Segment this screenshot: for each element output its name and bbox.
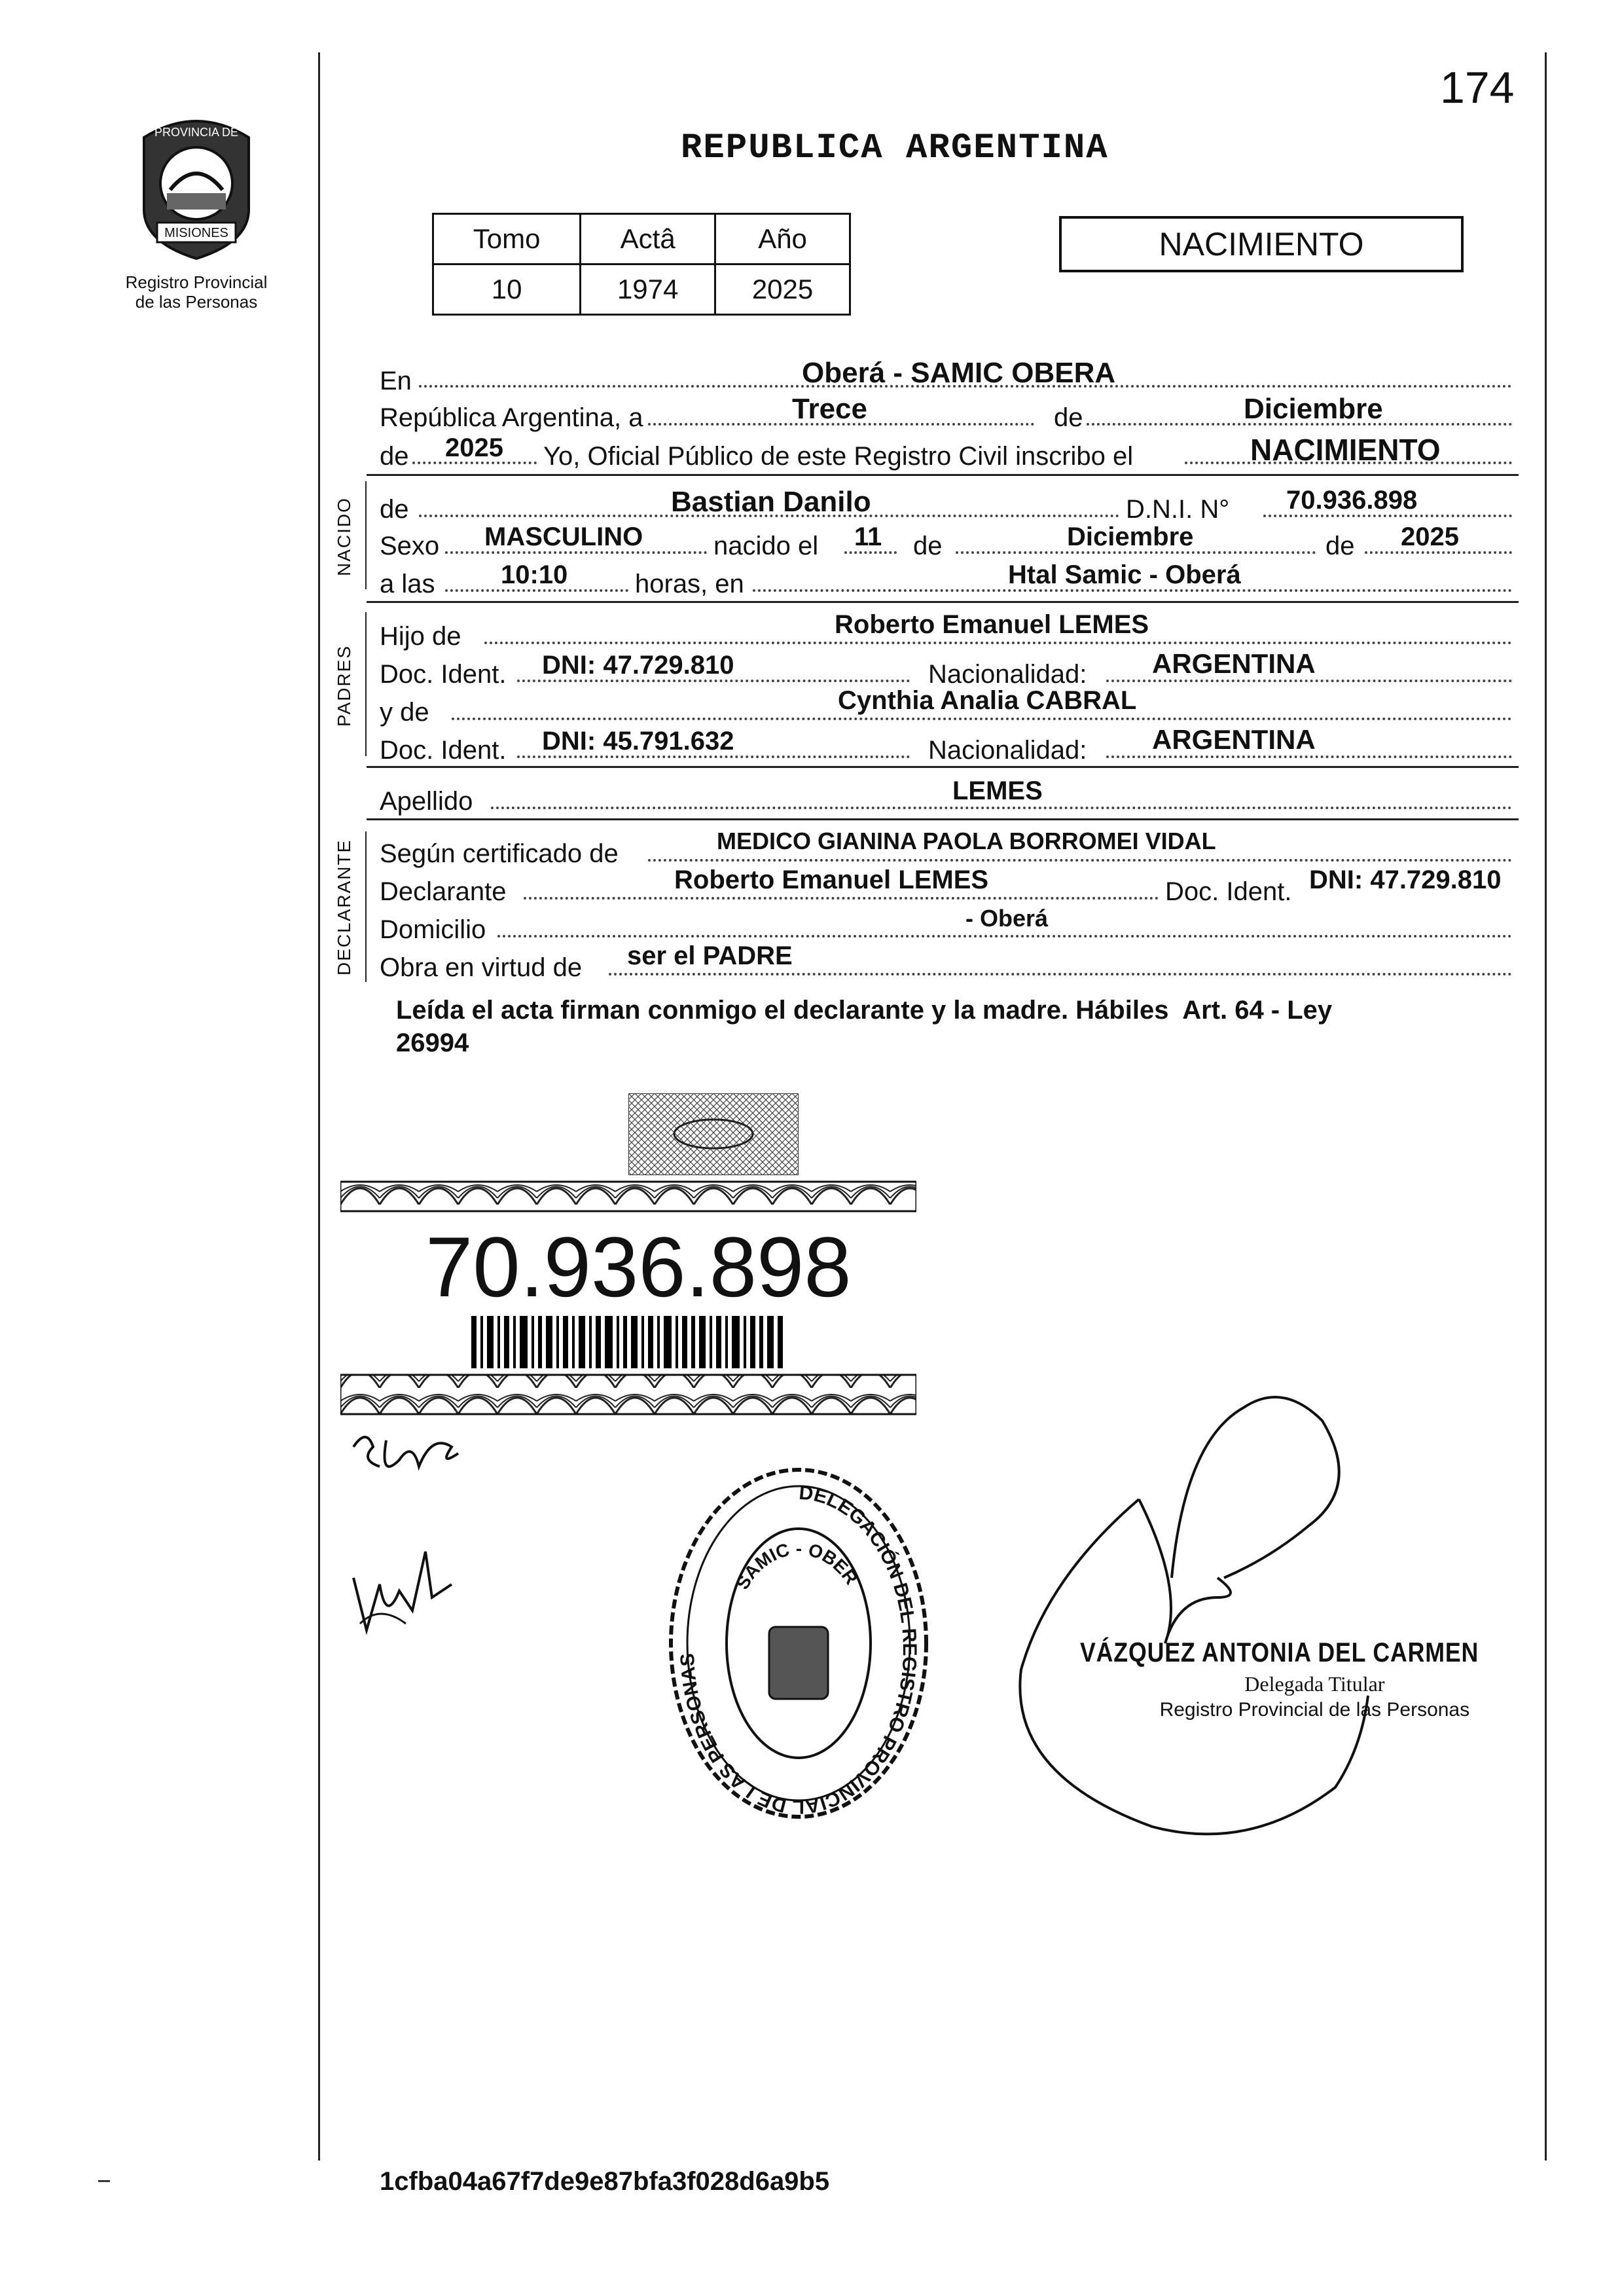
id-sticker bbox=[340, 1178, 916, 1427]
yde-label: y de bbox=[380, 698, 429, 727]
nacido-de-label-2: de bbox=[913, 532, 943, 560]
official-signature-small bbox=[340, 1525, 458, 1643]
domicilio-dots bbox=[497, 935, 1512, 938]
mother-dots bbox=[452, 718, 1512, 720]
logo-bottom-text: MISIONES bbox=[164, 226, 228, 240]
book-table-header-row bbox=[433, 214, 850, 264]
padres-section-label: PADRES bbox=[334, 644, 354, 727]
closing-text bbox=[396, 994, 1332, 1059]
father-nationality: ARGENTINA bbox=[1152, 648, 1316, 679]
declarante-name: Roberto Emanuel LEMES bbox=[674, 866, 989, 894]
nacido-divider bbox=[367, 601, 1519, 603]
apellido-value: LEMES bbox=[952, 776, 1043, 805]
dni-label: D.N.I. N° bbox=[1126, 495, 1230, 524]
en-label: En bbox=[380, 367, 412, 395]
page-number: 174 bbox=[1440, 63, 1515, 113]
cert-label: Según certificado de bbox=[380, 839, 619, 868]
declarante-bracket bbox=[365, 831, 367, 982]
official-stamp bbox=[1080, 1637, 1549, 1721]
seal-outer-text: DELEGACIÓN DEL REGISTRO PROVINCIAL DE LAS PERSONAS bbox=[676, 1482, 920, 1818]
birth-time: 10:10 bbox=[501, 560, 568, 589]
nacido-de-label: de bbox=[380, 495, 409, 524]
registry-name bbox=[98, 272, 295, 312]
republica-label: República Argentina, a bbox=[380, 403, 643, 432]
book-header-tomo: Tomo bbox=[433, 214, 581, 264]
sticker-number: 70.936.898 bbox=[425, 1219, 852, 1315]
child-name: Bastian Danilo bbox=[671, 486, 871, 518]
mother-nationality: ARGENTINA bbox=[1152, 724, 1316, 755]
obra-value: ser el PADRE bbox=[627, 941, 793, 970]
father-doc-label: Doc. Ident. bbox=[380, 660, 507, 689]
horas-label: horas, en bbox=[635, 570, 744, 598]
registry-line-1: Registro Provincial bbox=[125, 272, 268, 292]
official-role: Delegada Titular bbox=[1244, 1672, 1385, 1696]
closing-line-2: 26994 bbox=[396, 1029, 469, 1057]
mother-nat-dots bbox=[1106, 756, 1512, 758]
apellido-label: Apellido bbox=[380, 787, 473, 816]
declarante-doc: DNI: 47.729.810 bbox=[1309, 866, 1502, 894]
de-label-month: de bbox=[1054, 403, 1083, 432]
official-name: VÁZQUEZ ANTONIA DEL CARMEN bbox=[1080, 1637, 1479, 1667]
de-label-year: de bbox=[380, 442, 409, 471]
seal-inner-text: SAMIC - OBER bbox=[732, 1538, 862, 1593]
cert-dots bbox=[648, 859, 1512, 862]
year-value: 2025 bbox=[445, 433, 503, 462]
obra-label: Obra en virtud de bbox=[380, 953, 583, 982]
declarante-doc-label: Doc. Ident. bbox=[1165, 877, 1292, 906]
nacido-de-label-3: de bbox=[1325, 532, 1355, 560]
province-logo bbox=[118, 111, 275, 268]
cert-value: MEDICO GIANINA PAOLA BORROMEI VIDAL bbox=[717, 828, 1216, 854]
birth-month: Diciembre bbox=[1067, 522, 1194, 551]
right-margin-line bbox=[1545, 52, 1547, 2160]
act-word: NACIMIENTO bbox=[1250, 433, 1441, 467]
official-office: Registro Provincial de las Personas bbox=[1159, 1699, 1470, 1721]
act-type-box: NACIMIENTO bbox=[1059, 216, 1464, 272]
sexo-label: Sexo bbox=[380, 532, 440, 560]
declarante-dots bbox=[524, 897, 1159, 900]
mother-name: Cynthia Analia CABRAL bbox=[838, 686, 1137, 715]
official-seal bbox=[661, 1460, 936, 1827]
father-doc: DNI: 47.729.810 bbox=[542, 651, 734, 680]
nacido-el-label: nacido el bbox=[713, 532, 819, 560]
obra-dots bbox=[609, 973, 1512, 975]
registry-line-2: de las Personas bbox=[135, 292, 258, 312]
birth-place: Htal Samic - Oberá bbox=[1008, 560, 1241, 589]
mother-doc-label: Doc. Ident. bbox=[380, 736, 507, 765]
book-value-acta: 1974 bbox=[581, 264, 715, 315]
nacido-bracket bbox=[365, 481, 367, 589]
day-word: Trece bbox=[792, 393, 867, 425]
place-value: Oberá - SAMIC OBERA bbox=[802, 357, 1116, 389]
intro-divider bbox=[367, 474, 1519, 476]
svg-text:SAMIC - OBERA bbox=[661, 1460, 862, 1593]
left-margin-line bbox=[318, 52, 320, 2160]
domicilio-label: Domicilio bbox=[380, 915, 486, 944]
initials-signature bbox=[340, 1427, 471, 1519]
father-nat-label: Nacionalidad: bbox=[928, 660, 1087, 689]
book-header-anio: Año bbox=[715, 214, 850, 264]
mother-doc: DNI: 45.791.632 bbox=[542, 727, 734, 756]
nacido-section-label: NACIDO bbox=[334, 497, 354, 576]
barcode bbox=[471, 1316, 785, 1368]
declarante-section-label: DECLARANTE bbox=[334, 839, 354, 975]
closing-line-1: Leída el acta firman conmigo el declarante y la madre. Hábiles Art. 64 - Ley bbox=[396, 996, 1333, 1025]
declarante-label: Declarante bbox=[380, 877, 507, 906]
father-dots bbox=[484, 642, 1512, 644]
country-title: REPUBLICA ARGENTINA bbox=[681, 128, 1109, 168]
padres-bracket bbox=[365, 612, 367, 756]
apellido-dots bbox=[491, 807, 1512, 809]
book-value-tomo: 10 bbox=[433, 264, 581, 315]
book-header-acta: Actâ bbox=[581, 214, 715, 264]
book-table bbox=[432, 213, 851, 316]
child-dni: 70.936.898 bbox=[1286, 486, 1418, 515]
alas-label: a las bbox=[380, 570, 435, 598]
hijo-label: Hijo de bbox=[380, 622, 461, 651]
footer-mark bbox=[98, 2180, 110, 2182]
hologram-patch bbox=[628, 1093, 799, 1175]
month-value: Diciembre bbox=[1244, 393, 1383, 425]
child-sex: MASCULINO bbox=[484, 522, 643, 551]
logo-top-text: PROVINCIA DE bbox=[154, 126, 239, 139]
book-table-value-row bbox=[433, 264, 850, 315]
mother-nat-label: Nacionalidad: bbox=[928, 736, 1087, 765]
document-hash: 1cfba04a67f7de9e87bfa3f028d6a9b5 bbox=[380, 2167, 830, 2196]
birth-day: 11 bbox=[854, 522, 882, 551]
apellido-divider bbox=[367, 818, 1519, 820]
birth-year: 2025 bbox=[1401, 522, 1459, 551]
father-nat-dots bbox=[1106, 680, 1512, 682]
padres-divider bbox=[367, 766, 1519, 768]
domicilio-value: - Oberá bbox=[965, 905, 1049, 932]
book-value-anio: 2025 bbox=[715, 264, 850, 315]
official-signature bbox=[969, 1381, 1492, 1840]
officer-text: Yo, Oficial Público de este Registro Civil inscribo el bbox=[543, 442, 1134, 471]
father-name: Roberto Emanuel LEMES bbox=[835, 610, 1149, 639]
